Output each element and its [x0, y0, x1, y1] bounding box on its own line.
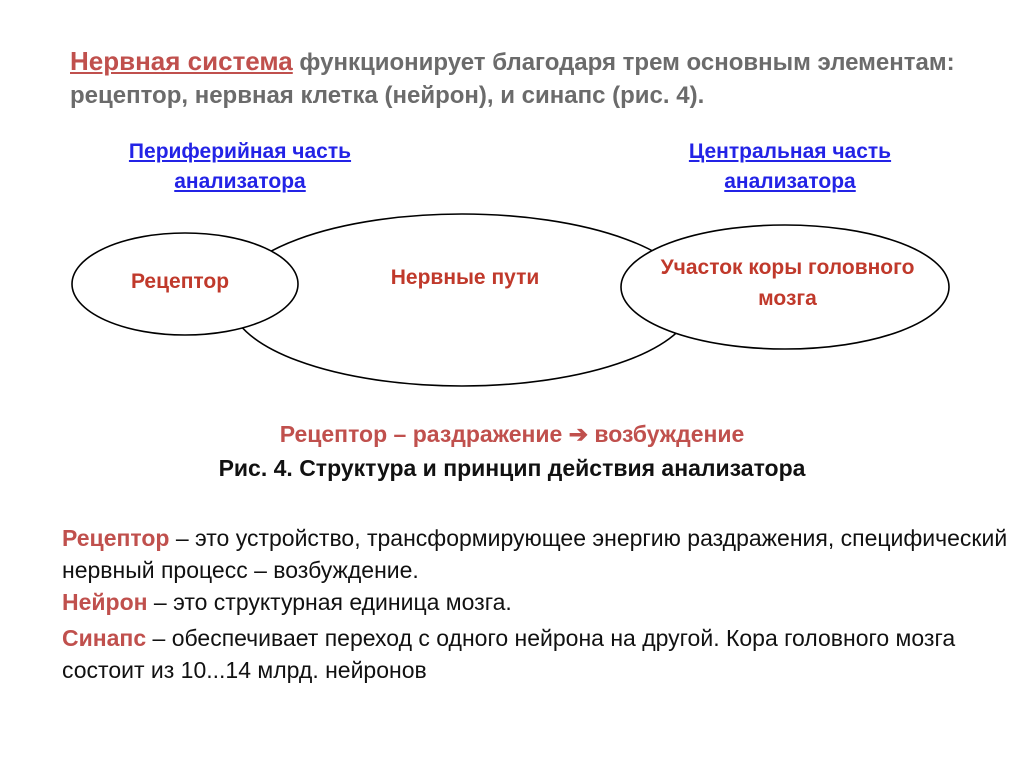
peripheral-part-label[interactable]: Периферийная часть анализатора: [128, 140, 352, 193]
definition-term: Синапс: [62, 625, 147, 651]
central-part-label[interactable]: Центральная часть анализатора: [688, 140, 892, 193]
receptor-node-label: Рецептор: [130, 270, 230, 293]
title-text: функционирует благодаря трем основным элементам: рецептор, нервная клетка (нейрон), и синапс (рис. 4).: [70, 49, 955, 109]
figure-caption: Рис. 4. Структура и принцип действия анализатора: [218, 455, 806, 481]
definition-text: – это структурная единица мозга.: [147, 589, 512, 615]
definition-neuron: [62, 586, 1012, 618]
definition-text: – это устройство, трансформирующее энергию раздражения, специфический нервный процесс – возбуждение.: [62, 525, 1008, 583]
cortex-node-label: Участок коры головного мозга: [660, 256, 915, 310]
definition-text: – обеспечивает переход с одного нейрона на другой. Кора головного мозга состоит из 10...14 млрд. нейронов: [62, 625, 956, 683]
formula-text: Рецептор – раздражение ➔ возбуждение: [279, 421, 745, 447]
title-term: Нервная система: [70, 46, 293, 76]
slide-title: [70, 45, 1010, 112]
definition-term: Рецептор: [62, 525, 170, 551]
definitions-list: [62, 522, 1012, 686]
nerve-paths-node-label: Нервные пути: [390, 266, 540, 289]
definition-synapse: [62, 622, 1012, 686]
definition-term: Нейрон: [62, 589, 148, 615]
definition-receptor: [62, 522, 1012, 586]
